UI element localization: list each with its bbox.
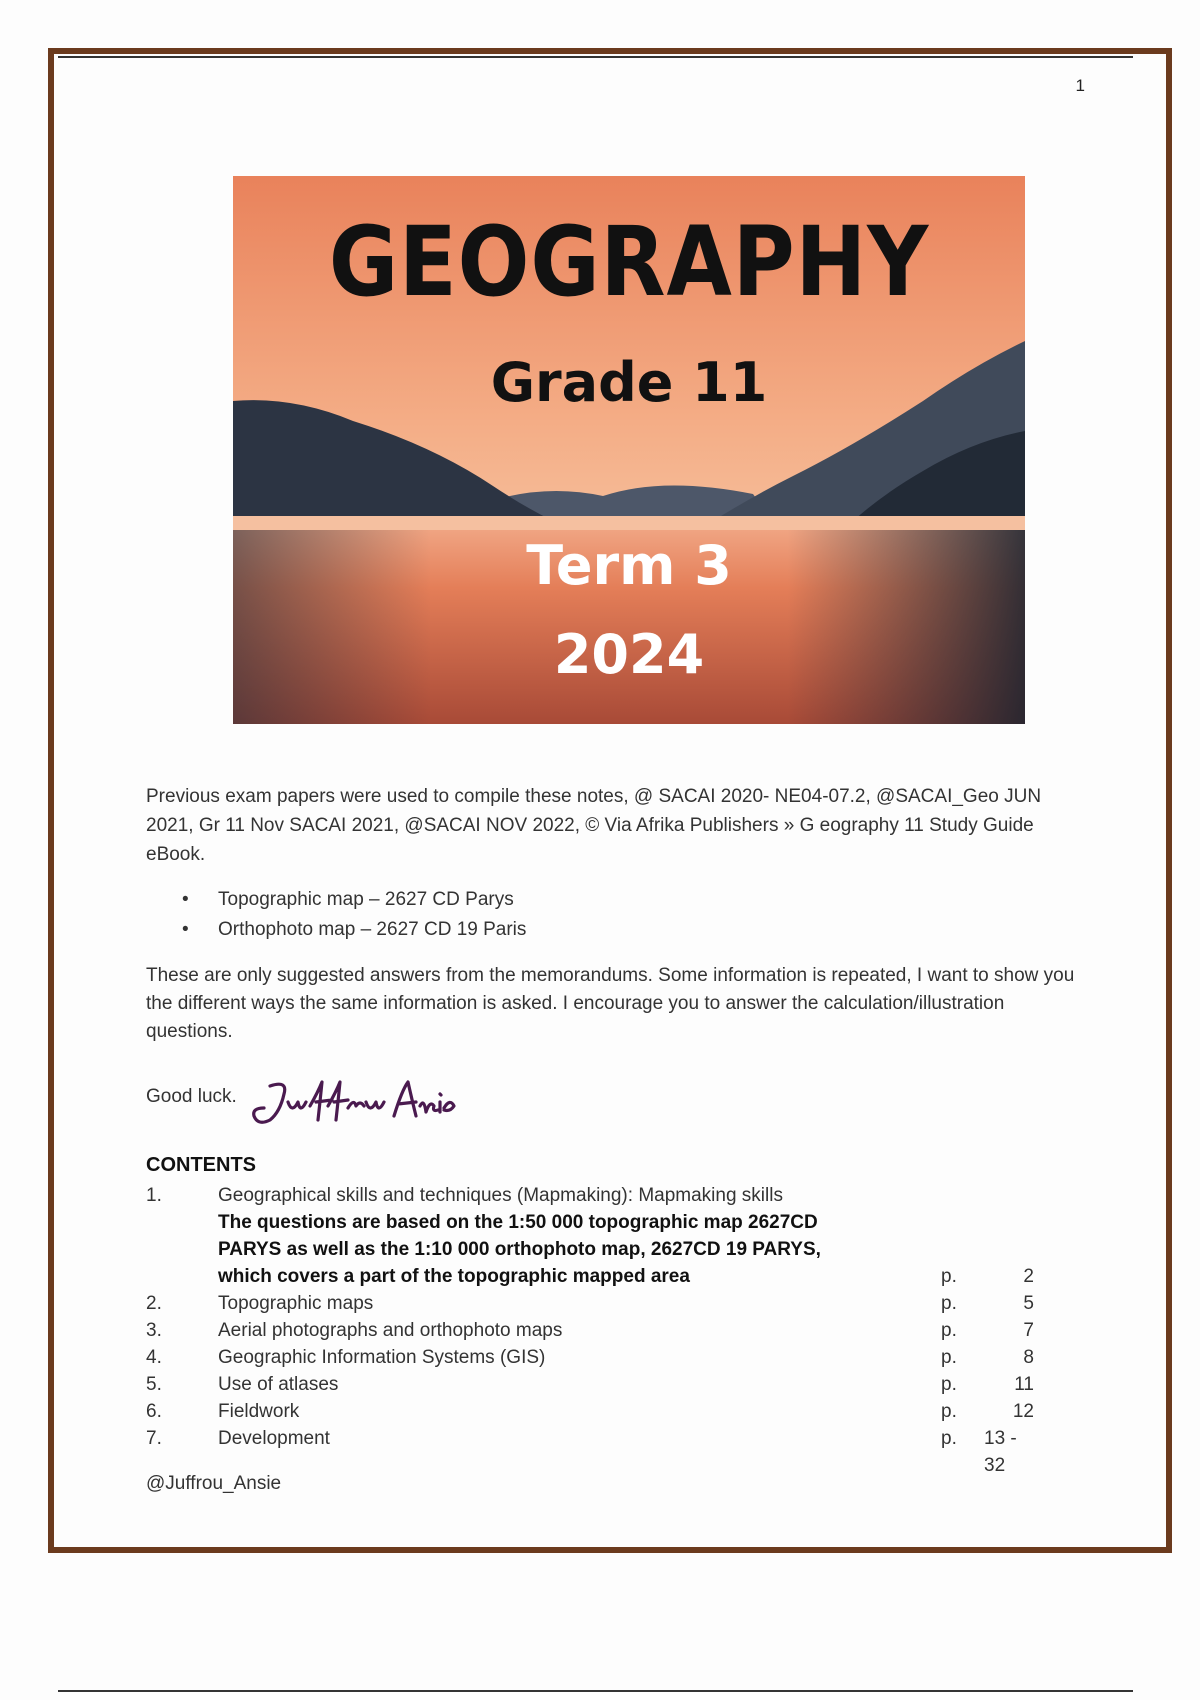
signature xyxy=(248,1072,458,1130)
toc-title: Use of atlases xyxy=(218,1374,339,1395)
toc-page-prefix: p. xyxy=(941,1401,957,1422)
list-item: • Topographic map – 2627 CD Parys xyxy=(146,885,526,915)
toc-number: 7. xyxy=(146,1428,162,1449)
toc-row xyxy=(146,1425,1086,1476)
toc-page-prefix: p. xyxy=(941,1347,957,1368)
toc-page: 8 xyxy=(1023,1347,1034,1368)
toc-page: 7 xyxy=(1023,1320,1034,1341)
cover-title: GEOGRAPHY xyxy=(328,206,930,318)
toc-page: 11 xyxy=(1014,1374,1034,1395)
toc-page: 12 xyxy=(1012,1401,1034,1422)
toc-number: 1. xyxy=(146,1185,162,1206)
toc-page: 2 xyxy=(1023,1266,1034,1287)
toc-number: 3. xyxy=(146,1320,162,1341)
map-list xyxy=(146,885,526,945)
toc-row xyxy=(146,1317,1086,1344)
toc-row xyxy=(146,1236,1086,1263)
note-paragraph: These are only suggested answers from the memorandums. Some information is repeated, I want to show you the different ways the same information is asked. I encourage you to answer the calculation/illustration questions. xyxy=(146,965,1075,1042)
toc-number: 6. xyxy=(146,1401,162,1422)
toc-row xyxy=(146,1290,1086,1317)
toc-title: Aerial photographs and orthophoto maps xyxy=(218,1320,563,1341)
toc-row xyxy=(146,1371,1086,1398)
list-item: • Orthophoto map – 2627 CD 19 Paris xyxy=(146,915,526,945)
toc-page-prefix: p. xyxy=(941,1266,957,1287)
toc-page: 5 xyxy=(1023,1293,1034,1314)
toc-row xyxy=(146,1344,1086,1371)
toc-row xyxy=(146,1398,1086,1425)
intro-paragraph: Previous exam papers were used to compile these notes, @ SACAI 2020- NE04-07.2, @SACAI_Geo JUN 2021, Gr 11 Nov SACAI 2021, @SACAI NOV 2022, © Via Afrika Publishers » G eography 11 Study Guide eBook. xyxy=(146,786,1042,865)
cover-year: 2024 xyxy=(553,623,705,686)
toc-title: Geographical skills and techniques (Mapmaking): Mapmaking skills xyxy=(218,1185,783,1206)
toc-row xyxy=(146,1209,1086,1236)
bottom-rule xyxy=(58,1690,1133,1692)
cover-grade: Grade 11 xyxy=(490,351,768,414)
toc-title: Development xyxy=(218,1428,330,1449)
toc-number: 4. xyxy=(146,1347,162,1368)
toc-number: 5. xyxy=(146,1374,162,1395)
toc-row xyxy=(146,1182,1086,1209)
page-number: 1 xyxy=(1075,76,1085,95)
cover-image xyxy=(233,176,1025,724)
toc-title: Geographic Information Systems (GIS) xyxy=(218,1347,546,1368)
toc-page-prefix: p. xyxy=(941,1428,957,1449)
toc-number: 2. xyxy=(146,1293,162,1314)
toc-title: Topographic maps xyxy=(218,1293,374,1314)
author-handle: @Juffrou_Ansie xyxy=(146,1473,282,1494)
toc-bold-line: PARYS as well as the 1:10 000 orthophoto map, 2627CD 19 PARYS, xyxy=(218,1239,821,1260)
toc-bold-line: which covers a part of the topographic mapped area xyxy=(218,1266,690,1287)
table-of-contents xyxy=(146,1182,1086,1476)
contents-heading: CONTENTS xyxy=(146,1154,256,1176)
toc-row xyxy=(146,1263,1086,1290)
cover-term: Term 3 xyxy=(526,534,732,597)
toc-page-prefix: p. xyxy=(941,1374,957,1395)
toc-page: 13 - 32 xyxy=(984,1428,1017,1476)
toc-title: Fieldwork xyxy=(218,1401,300,1422)
toc-page-prefix: p. xyxy=(941,1320,957,1341)
toc-page-prefix: p. xyxy=(941,1293,957,1314)
toc-bold-line: The questions are based on the 1:50 000 topographic map 2627CD xyxy=(218,1212,818,1233)
good-luck-text: Good luck. xyxy=(146,1086,237,1107)
